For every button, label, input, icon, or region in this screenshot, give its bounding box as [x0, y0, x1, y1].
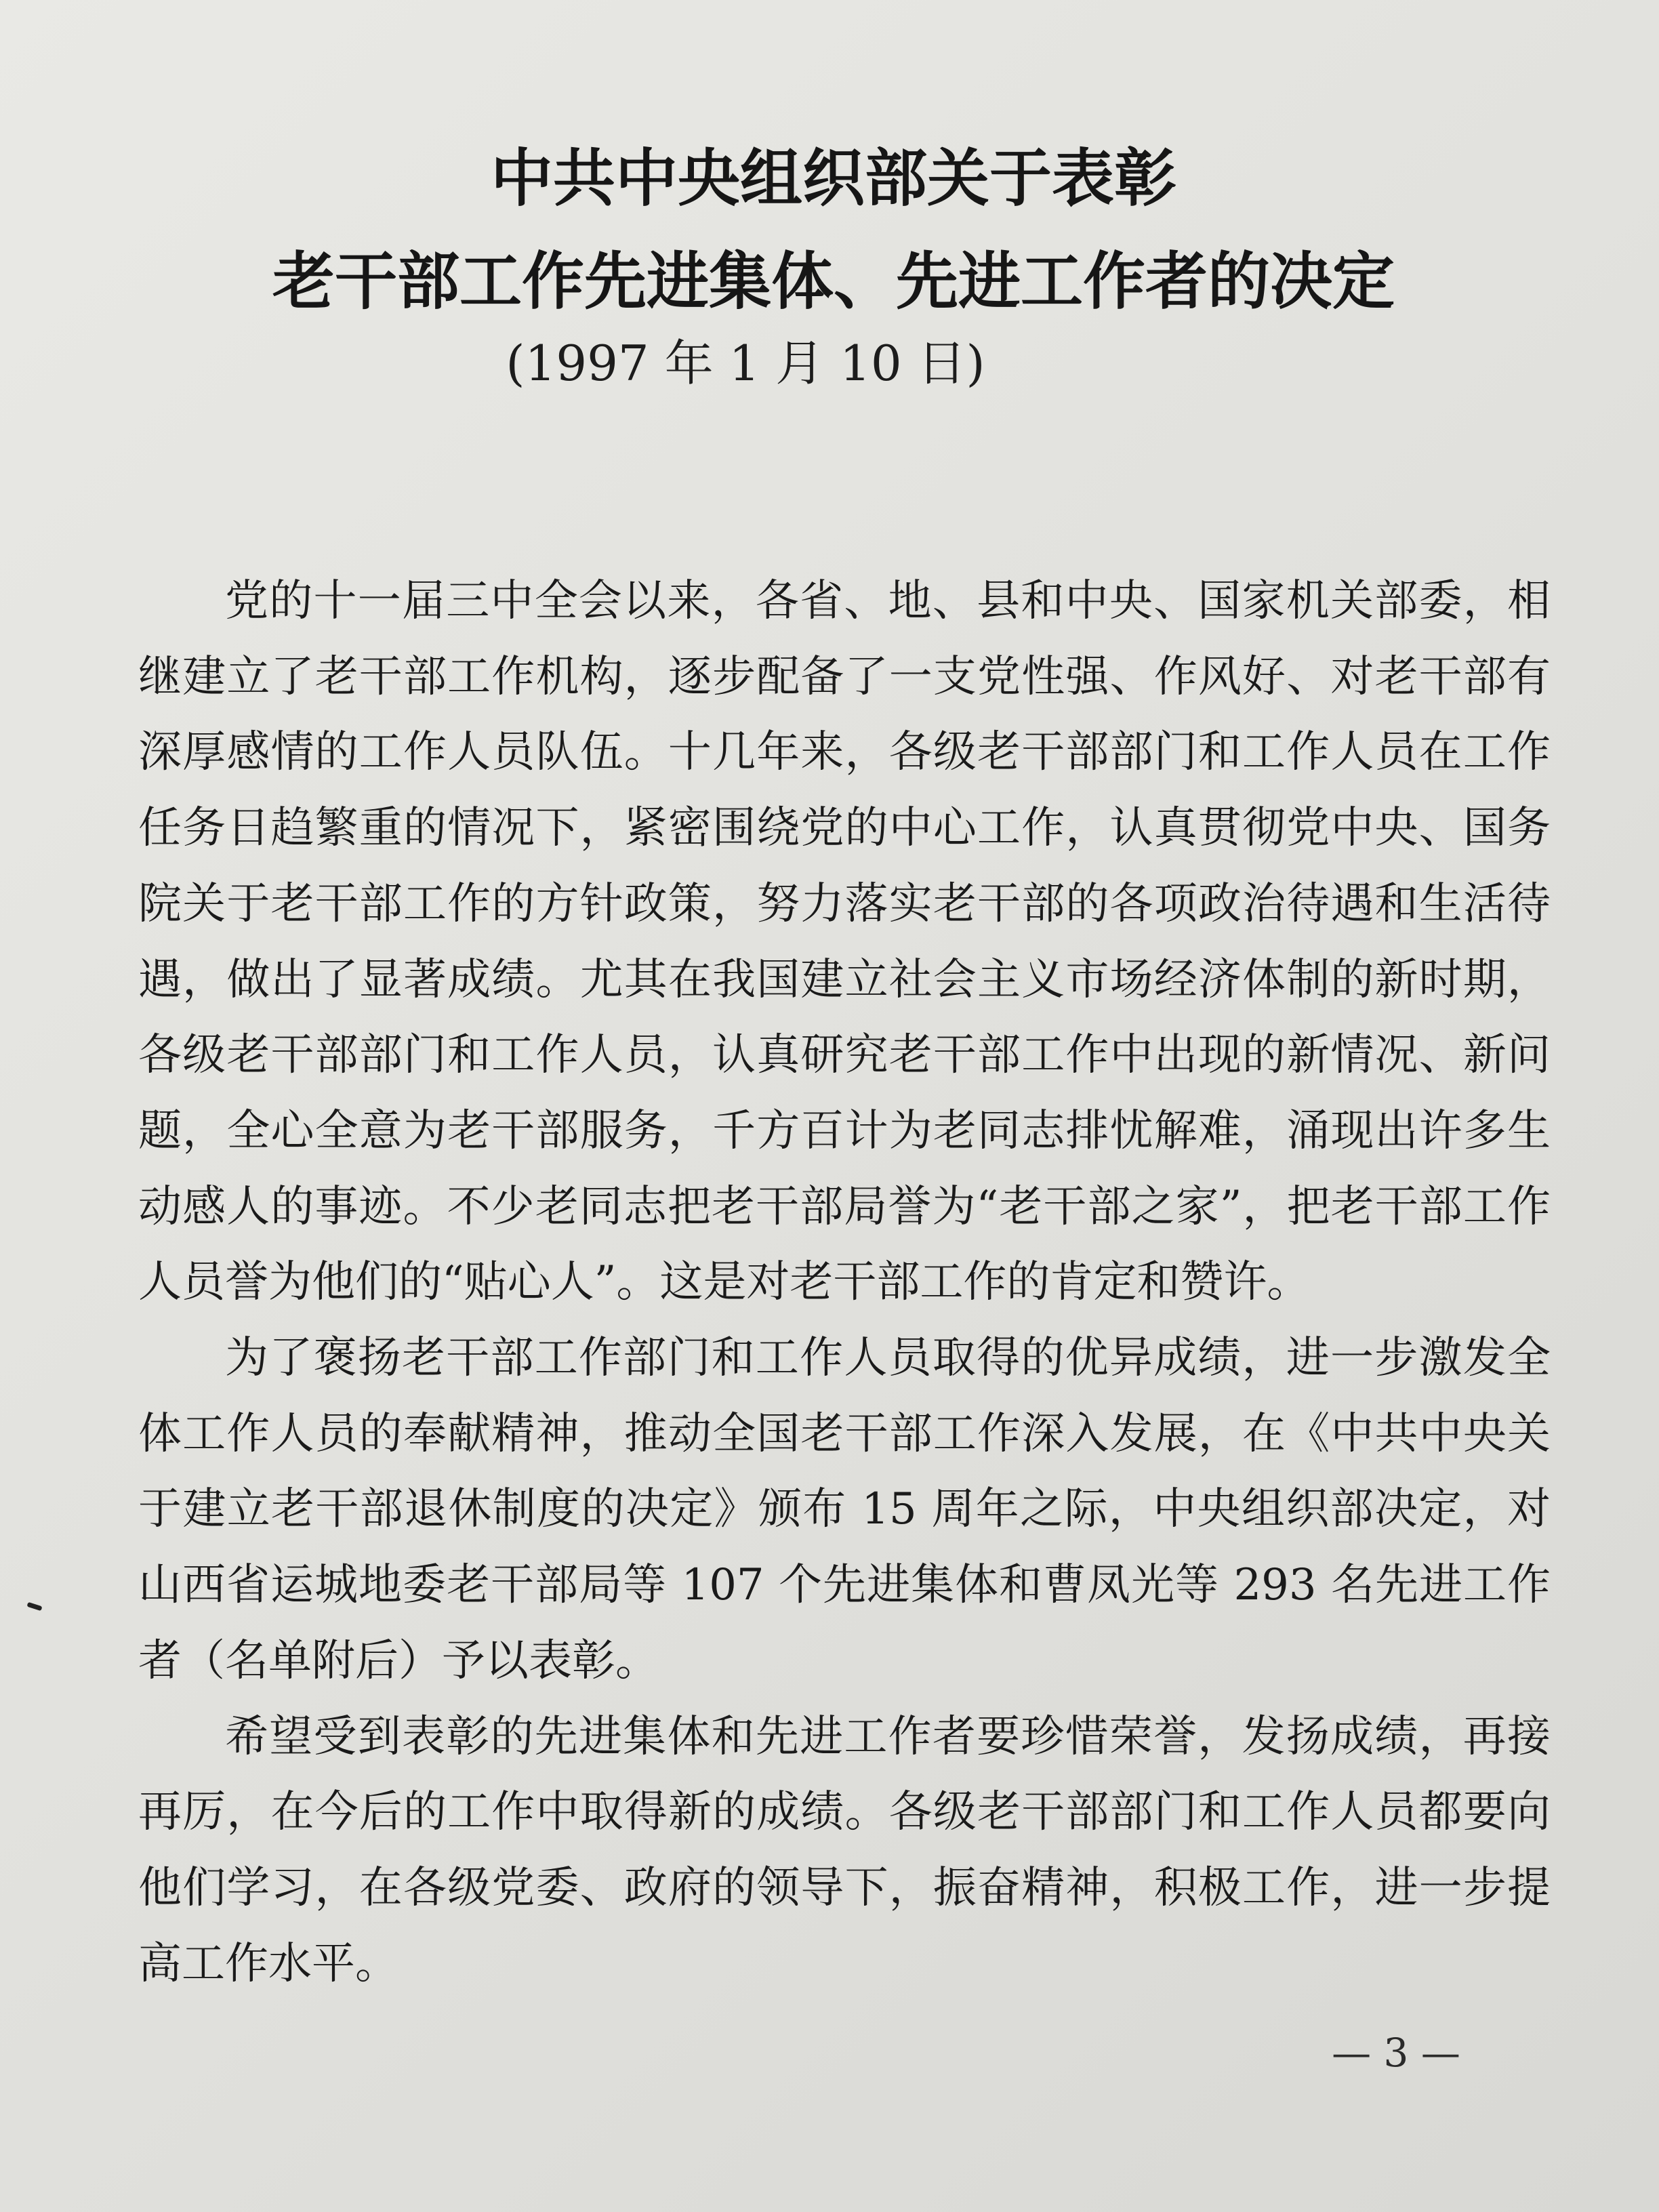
page-number: — 3 — [1332, 2030, 1460, 2076]
document-date: (1997 年 1 月 10 日) [506, 335, 985, 392]
body-paragraph-2: 为了褒扬老干部工作部门和工作人员取得的优异成绩，进一步激发全体工作人员的奉献精神，推动全国老干部工作深入发展，在《中共中央关于建立老干部退休制度的决定》颁布 15 周年之际，中央组织部决定，对山西省运城地委老干部局等 107 个先进集体和曹凤光等 293 名先进工作者（名单附后）予以表彰。 [138, 1333, 1551, 1686]
body-paragraph-3: 希望受到表彰的先进集体和先进工作者要珍惜荣誉，发扬成绩，再接再厉，在今后的工作中取得新的成绩。各级老干部部门和工作人员都要向他们学习，在各级党委、政府的领导下，振奋精神，积极工作，进一步提高工作水平。 [138, 1711, 1551, 1989]
body-paragraph-1: 党的十一届三中全会以来，各省、地、县和中央、国家机关部委，相继建立了老干部工作机构，逐步配备了一支党性强、作风好、对老干部有深厚感情的工作人员队伍。十几年来，各级老干部部门和工作人员在工作任务日趋繁重的情况下，紧密围绕党的中心工作，认真贯彻党中央、国务院关于老干部工作的方针政策，努力落实老干部的各项政治待遇和生活待遇，做出了显著成绩。尤其在我国建立社会主义市场经济体制的新时期，各级老干部部门和工作人员，认真研究老干部工作中出现的新情况、新问题，全心全意为老干部服务，千方百计为老同志排忧解难，涌现出许多生动感人的事迹。不少老同志把老干部局誉为“老干部之家”，把老干部工作人员誉为他们的“贴心人”。这是对老干部工作的肯定和赞许。 [138, 576, 1551, 1308]
document-body [138, 564, 1551, 2002]
ink-mark [26, 1602, 42, 1611]
document-title-line-1: 中共中央组织部关于表彰 [490, 142, 1176, 215]
document-title-line-2: 老干部工作先进集体、先进工作者的决定 [272, 245, 1395, 318]
